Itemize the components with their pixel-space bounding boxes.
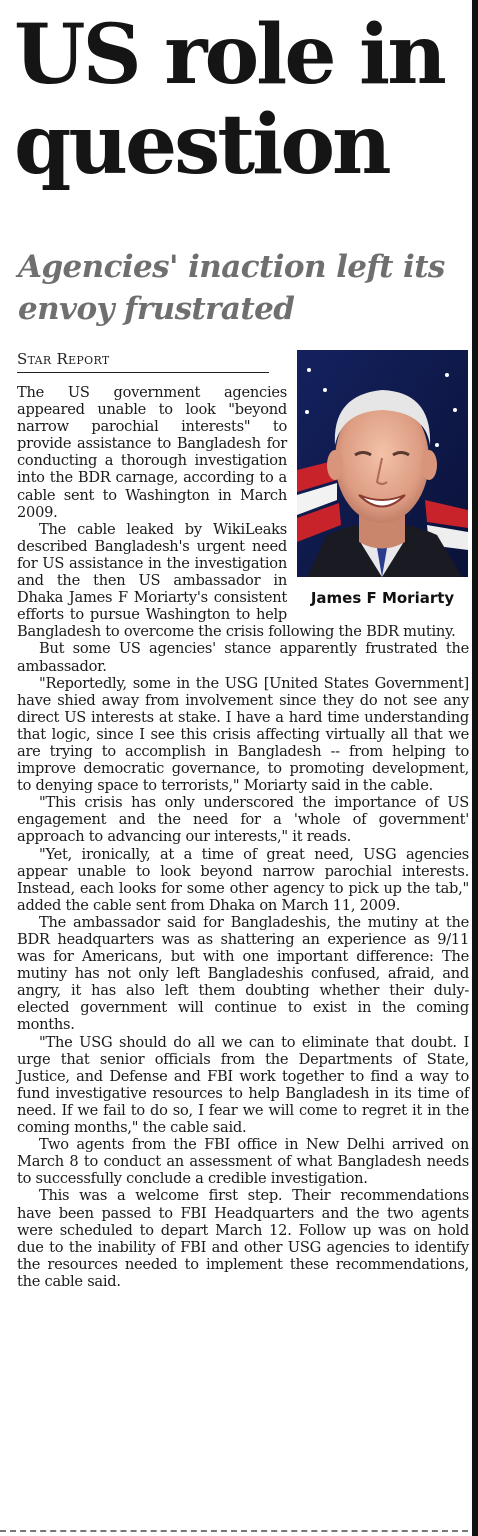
article-paragraph: Two agents from the FBI office in New Delhi arrived on March 8 to conduct an assessment of what Bangladesh needs to successfully conclude a credible investigation.	[17, 1136, 469, 1188]
right-column-rule	[472, 0, 478, 1536]
article-paragraph: "Yet, ironically, at a time of great need, USG agencies appear unable to look beyond narrow parochial interests. Instead, each looks for some other agency to pick up the tab," added the cable sent from Dhaka on March 11, 2009.	[17, 845, 469, 914]
article-body	[17, 384, 469, 1290]
headline: US role in question	[14, 7, 444, 193]
photo-caption: James F Moriarty	[310, 589, 455, 607]
photo-float-spacer	[287, 384, 469, 620]
byline	[17, 350, 269, 373]
article-paragraph: The ambassador said for Bangladeshis, the mutiny at the BDR headquarters was as shattering an experience as 9/11 was for Americans, but with one important difference: The mutiny has not only left Bangladeshis confused, afraid, and angry, it has also left them doubting whether their duly-elected government will continue to exist in the coming months.	[17, 913, 469, 1034]
byline-text: Star Report	[17, 350, 110, 368]
article-paragraph: But some US agencies' stance apparently frustrated the ambassador.	[17, 640, 469, 675]
bottom-dashed-rule	[0, 1530, 468, 1532]
article-paragraph: "The USG should do all we can to eliminate that doubt. I urge that senior officials from the Departments of State, Justice, and Defense and FBI work together to find a way to fund investigative resources to help Bangladesh in its time of need. If we fail to do so, I fear we will come to regret it in the coming months," the cable said.	[17, 1033, 469, 1137]
article-paragraph: This was a welcome first step. Their recommendations have been passed to FBI Headquarters and the two agents were scheduled to depart March 12. Follow up was on hold due to the inability of FBI and other USG agencies to identify the resources needed to implement these recommendations, the cable said.	[17, 1187, 469, 1290]
article-paragraph: "Reportedly, some in the USG [United States Government] have shied away from involvement since they do not see any direct US interests at stake. I have a hard time understanding that logic, since I see this crisis affecting virtually all that we are trying to accomplish in Bangladesh -- from helping to improve democratic governance, to promoting development, to denying space to terrorists," Moriarty said in the cable.	[17, 674, 469, 795]
article-paragraph: "This crisis has only underscored the importance of US engagement and the need for a 'whole of government' approach to advancing our interests," it reads.	[17, 794, 469, 846]
subheadline: Agencies' inaction left its envoy frustrated	[18, 249, 445, 327]
article-paragraph: The US government agencies appeared unable to look "beyond narrow parochial interests" to provide assistance to Bangladesh for conducting a thorough investigation into the BDR carnage, according to a cable sent to Washington in March 2009.	[17, 384, 287, 521]
article-paragraph: The cable leaked by WikiLeaks described Bangladesh's urgent need for US assistance in the investigation and the then US ambassador in Dhaka James F Moriarty's consistent efforts to pursue Washington to help Bangladesh to overcome the crisis following the BDR mutiny.	[17, 520, 456, 641]
